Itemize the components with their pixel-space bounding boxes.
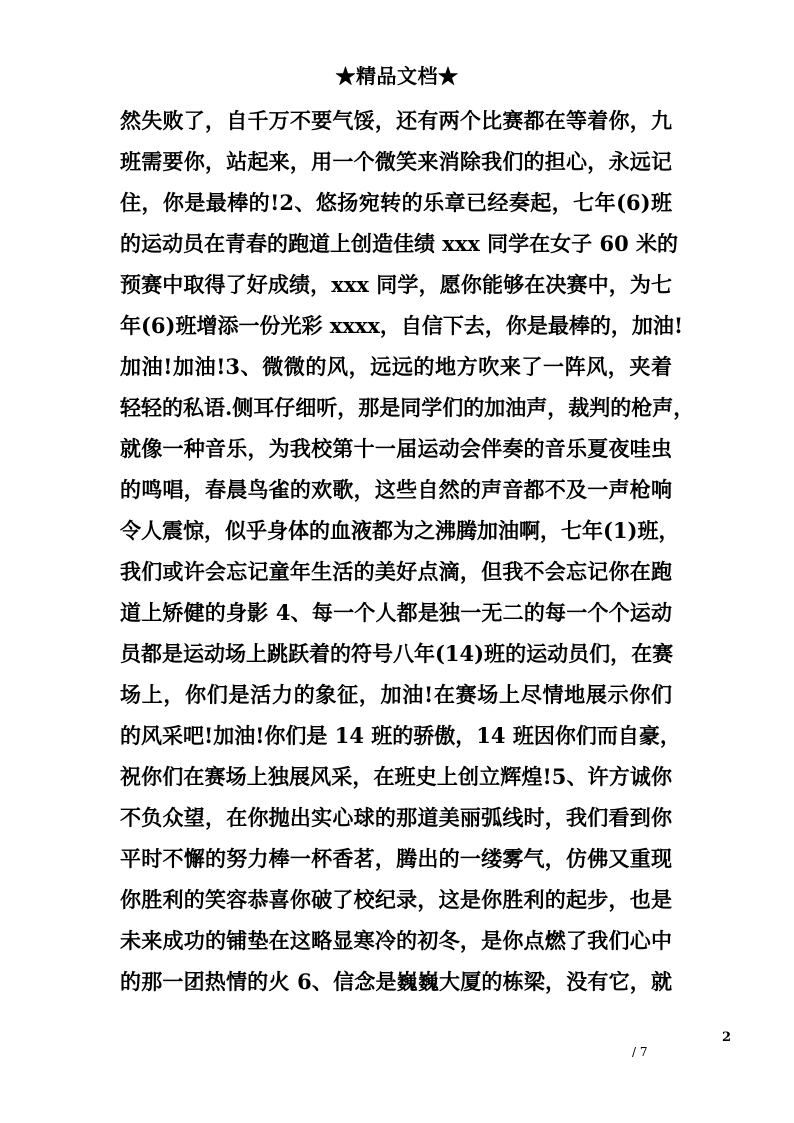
text-line: 预赛中取得了好成绩，xxx 同学，愿你能够在决赛中，为七 xyxy=(120,272,672,297)
text-line: 年(6)班增添一份光彩 xxxx，自信下去，你是最棒的，加油! xyxy=(120,313,684,338)
text-line: 道上矫健的身影 4、每一个人都是独一无二的每一个个运动 xyxy=(120,600,672,625)
document-header-title: ★精品文档★ xyxy=(335,64,459,88)
text-line: 轻轻的私语.侧耳仔细听，那是同学们的加油声，裁判的枪声， xyxy=(120,395,695,420)
text-line: 住，你是最棒的!2、悠扬宛转的乐章已经奏起，七年(6)班 xyxy=(120,190,672,215)
text-line: 的运动员在青春的跑道上创造佳绩 xxx 同学在女子 60 米的 xyxy=(120,231,679,256)
text-line: 员都是运动场上跳跃着的符号八年(14)班的运动员们，在赛 xyxy=(120,641,674,666)
text-line: 场上，你们是活力的象征，加油!在赛场上尽情地展示你们 xyxy=(120,682,672,707)
text-line: 班需要你，站起来，用一个微笑来消除我们的担心，永远记 xyxy=(120,149,672,174)
text-line: 未来成功的铺垫在这略显寒冷的初冬，是你点燃了我们心中 xyxy=(120,928,672,953)
text-line: 加油!加油!3、微微的风，远远的地方吹来了一阵风，夹着 xyxy=(120,354,672,379)
text-line: 就像一种音乐，为我校第十一届运动会伴奏的音乐夏夜哇虫 xyxy=(120,436,672,461)
page-total: / 7 xyxy=(632,1045,648,1059)
text-line: 平时不懈的努力棒一杯香茗，腾出的一缕雾气，仿佛又重现 xyxy=(120,846,672,871)
text-line: 然失败了，自千万不要气馁，还有两个比赛都在等着你，九 xyxy=(120,108,672,133)
text-line: 你胜利的笑容恭喜你破了校纪录，这是你胜利的起步，也是 xyxy=(120,887,672,912)
text-line: 我们或许会忘记童年生活的美好点滴，但我不会忘记你在跑 xyxy=(120,559,672,584)
text-line: 的鸣唱，春晨鸟雀的欢歌，这些自然的声音都不及一声枪响 xyxy=(120,477,672,502)
text-line: 祝你们在赛场上独展风采，在班史上创立辉煌!5、许方诚你 xyxy=(120,764,672,789)
text-line: 不负众望，在你抛出实心球的那道美丽弧线时，我们看到你 xyxy=(120,805,672,830)
text-line: 的风采吧!加油!你们是 14 班的骄傲，14 班因你们而自豪， xyxy=(120,723,681,748)
text-line: 令人震惊，似乎身体的血液都为之沸腾加油啊，七年(1)班， xyxy=(120,518,680,543)
document-body xyxy=(120,100,695,1002)
page-number: 2 xyxy=(722,1030,732,1045)
text-line: 的那一团热情的火 6、信念是巍巍大厦的栋梁，没有它，就 xyxy=(120,969,672,994)
